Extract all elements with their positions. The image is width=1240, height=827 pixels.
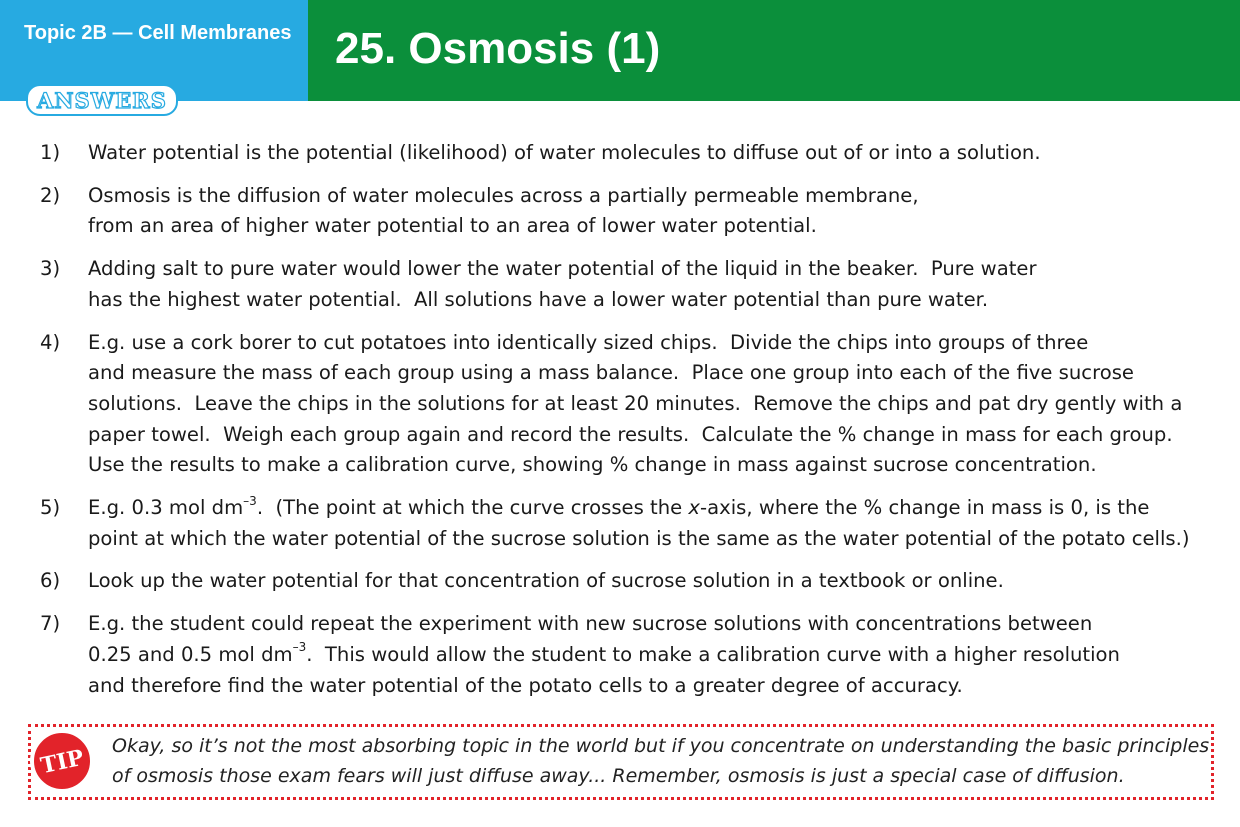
answer-item-6 [40,566,1220,597]
tip-text-line-1: Okay, so it’s not the most absorbing topic in the world but if you concentrate on understanding the basic principles [112,735,1210,757]
answer-text: Water potential is the potential (likelihood) of water molecules to diffuse out of or into a solution. [88,141,1041,164]
answer-item-5 [40,493,1220,554]
title-banner [308,0,1240,101]
answer-item-7 [40,609,1220,701]
tip-text-line-2: of osmosis those exam fears will just diffuse away... Remember, osmosis is just a special case of diffusion. [112,765,1125,787]
answer-item-3 [40,254,1220,315]
answer-number: 3) [40,257,61,281]
answer-number: 7) [40,612,61,636]
page-title: 25. Osmosis (1) [335,24,661,73]
answer-text: Adding salt to pure water would lower the water potential of the liquid in the beaker. Pure water has the highest water potential. All solutions have a lower water potential than pure water. [88,257,1037,311]
answer-item-2 [40,181,1220,242]
answer-item-1 [40,138,1220,169]
answer-text: E.g. use a cork borer to cut potatoes into identically sized chips. Divide the chips into groups of three and measure the mass of each group using a mass balance. Place one group into each of the five sucrose solutions. Leave the chips in the solutions for at least 20 minutes. Remove the chips and pat dry gently with a paper towel. Weigh each group again and record the results. Calculate the % change in mass for each group. Use the results to make a calibration curve, showing % change in mass against sucrose concentration. [88,330,1183,477]
page-header [0,0,1240,113]
answer-text: E.g. 0.3 mol $dm^{-3}$. (The point at which the curve crosses the x-axis, where the % change in mass is 0, is the point at which the water potential of the sucrose solution is the same as the water potential of the potato cells.) [88,493,1190,550]
tip-text [112,731,1212,791]
answer-text: Osmosis is the diffusion of water molecules across a partially permeable membrane, from an area of higher water potential to an area of lower water potential. [88,183,919,238]
answers-badge-label: ANSWERS [37,87,167,113]
answer-number: 4) [40,330,61,354]
answer-number: 2) [40,183,61,207]
answer-text: E.g. the student could repeat the experiment with new sucrose solutions with concentrations between 0.25 and 0.5 mol $dm^{-3}$. This would allow the student to make a calibration curve with a higher resolution and therefore find the water potential of the potato cells to a greater degree of accuracy. [88,612,1120,697]
answer-item-4 [40,328,1220,482]
answer-number: 1) [40,141,61,164]
answers-list [40,138,1220,713]
answer-text: Look up the water potential for that concentration of sucrose solution in a textbook or online. [88,569,1004,593]
answer-number: 5) [40,496,61,520]
answer-number: 6) [40,569,61,593]
topic-label: Topic 2B — Cell Membranes [24,22,292,44]
tip-label: TIP [38,744,87,780]
tip-badge-icon [24,727,100,795]
answers-badge [26,84,178,116]
